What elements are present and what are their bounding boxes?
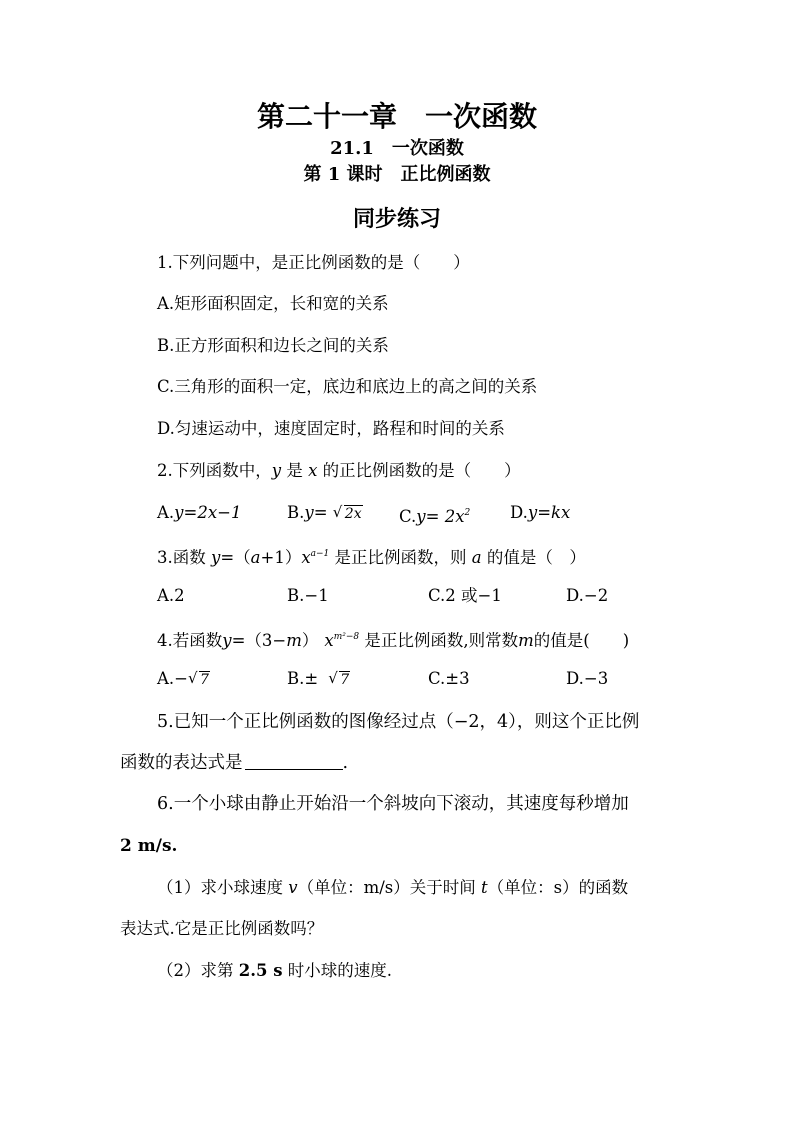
- q3-option-b: B.−1: [287, 586, 329, 605]
- chapter-title: 第二十一章 一次函数: [256, 100, 537, 133]
- q2-option-b-expr: =: [313, 503, 333, 522]
- q6-part-2-post: 时小球的速度.: [282, 961, 392, 980]
- q6-line-2: 2 m/s.: [120, 836, 178, 856]
- q3-option-a: A.2: [157, 586, 185, 605]
- q2-option-a-expr: =2x−1: [183, 503, 242, 522]
- q2-option-b-y: y: [304, 503, 314, 522]
- q2-option-d: [510, 502, 570, 524]
- q2-stem-pre: 2.下列函数中，: [157, 461, 272, 480]
- q1-stem: 1.下列问题中，是正比例函数的是（ ）: [157, 253, 470, 272]
- q2-stem-post: 的正比例函数的是（ ）: [317, 461, 521, 480]
- q4-option-a: [157, 668, 210, 691]
- q6-var-t: t: [481, 878, 488, 897]
- q5-line-1: 5.已知一个正比例函数的图像经过点（−2，4），则这个正比例: [157, 712, 640, 732]
- q2-option-a: [157, 502, 241, 524]
- q3-var-a-2: a: [471, 548, 482, 567]
- q4-var-x: x: [324, 631, 334, 650]
- q3-var-x: x: [301, 548, 311, 567]
- q2-stem: [157, 460, 521, 482]
- q4-option-b-radicand: 7: [340, 672, 350, 688]
- q4-option-a-sqrt: [192, 668, 210, 691]
- q2-option-a-y: y: [174, 503, 184, 522]
- q1-option-b: B.正方形面积和边长之间的关系: [157, 336, 389, 355]
- q4-stem: [157, 626, 629, 652]
- lesson-title: 第 1 课时 正比例函数: [303, 164, 491, 185]
- q3-post: 是正比例函数，则: [329, 548, 472, 567]
- q4-post: 是正比例函数,则常数: [359, 631, 519, 650]
- q3-var-a: a: [250, 548, 261, 567]
- q4-exponent: m²−8: [333, 632, 360, 642]
- q2-option-a-label: A.: [157, 503, 175, 522]
- q4-option-a-radicand: 7: [200, 672, 209, 688]
- q6-var-v: v: [288, 878, 298, 897]
- q6-part-1-post: （单位：s）的函数: [487, 878, 629, 897]
- q4-option-a-label: A.−: [157, 669, 188, 688]
- q3-option-c: C.2 或−1: [428, 586, 502, 605]
- q1-option-a: A.矩形面积固定，长和宽的关系: [157, 294, 389, 313]
- q3-var-y: y: [211, 548, 221, 567]
- q4-var-m-2: m: [518, 631, 534, 650]
- q4-var-m: m: [286, 631, 302, 650]
- section-title: 21.1 一次函数: [330, 138, 464, 159]
- q5-end: .: [342, 753, 349, 773]
- q2-option-c-y: y: [416, 507, 426, 526]
- q5-line-2-text: 函数的表达式是: [120, 753, 243, 773]
- q2-var-x: x: [308, 461, 318, 480]
- q3-option-d: D.−2: [566, 586, 609, 605]
- q6-part-1-mid: （单位：m/s）关于时间: [297, 878, 481, 897]
- q2-option-b-radicand: 2x: [344, 506, 362, 522]
- q4-option-d: D.−3: [566, 669, 609, 688]
- q3-tail: 的值是（ ）: [481, 548, 586, 567]
- q6-part-1-pre: （1）求小球速度: [157, 878, 289, 897]
- q1-option-c: C.三角形的面积一定，底边和底边上的高之间的关系: [157, 377, 538, 396]
- q4-eq: =（3−: [231, 631, 287, 650]
- q6-part-1-line-2: 表达式.它是正比例函数吗？: [120, 919, 324, 938]
- q4-close: ）: [301, 631, 319, 650]
- q4-pre: 4.若函数: [157, 631, 223, 650]
- q2-stem-mid: 是: [281, 461, 309, 480]
- q6-part-1: [157, 877, 628, 899]
- q4-option-c: C.±3: [428, 669, 470, 688]
- q3-stem: [157, 543, 586, 569]
- q3-eq: =（: [220, 548, 251, 567]
- q4-option-b-sqrt: [332, 668, 350, 691]
- q2-option-c-exponent: 2: [464, 508, 471, 518]
- q3-exponent: a−1: [310, 549, 330, 559]
- q6-part-2-pre: （2）求第: [157, 961, 239, 980]
- q4-tail: 的值是( ): [533, 631, 630, 650]
- q2-option-c-expr: = 2x: [425, 507, 465, 526]
- q2-option-b: [287, 502, 363, 525]
- q6-part-2: [157, 960, 392, 982]
- q4-var-y: y: [222, 631, 232, 650]
- q6-line-1: 6.一个小球由静止开始沿一个斜坡向下滚动，其速度每秒增加: [157, 794, 629, 814]
- q2-var-y: y: [271, 461, 282, 480]
- q6-part-2-time: 2.5 s: [238, 961, 283, 980]
- q2-option-d-expr: =kx: [537, 503, 571, 522]
- q2-option-d-label: D.: [510, 503, 528, 522]
- q4-option-b: [287, 668, 350, 691]
- q2-option-c: [399, 502, 470, 528]
- q3-pre: 3.函数: [157, 548, 211, 567]
- q2-option-b-label: B.: [287, 503, 305, 522]
- q2-option-c-label: C.: [399, 507, 417, 526]
- practice-title: 同步练习: [352, 206, 441, 232]
- q3-plus: +1）: [260, 548, 302, 567]
- q4-option-b-label: B.±: [287, 669, 319, 688]
- q2-option-d-y: y: [527, 503, 538, 522]
- q2-option-b-sqrt: [337, 502, 363, 525]
- q5-line-2: [120, 752, 348, 774]
- answer-blank[interactable]: [245, 753, 343, 770]
- q1-option-d: D.匀速运动中，速度固定时，路程和时间的关系: [157, 419, 505, 438]
